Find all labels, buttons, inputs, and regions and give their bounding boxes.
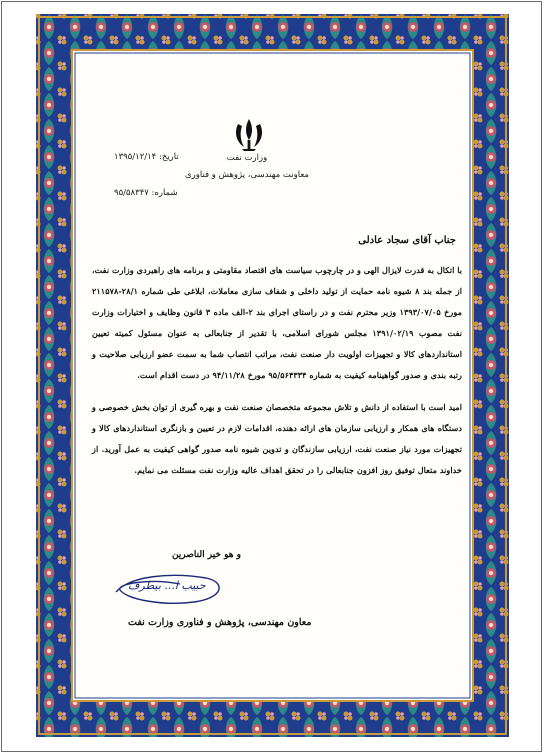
- number-value: ۹۵/۵۸۳۴۷: [114, 188, 149, 198]
- date-label: تاریخ:: [158, 152, 179, 162]
- letter-paragraph-2: [92, 397, 462, 481]
- deputy-name: معاونت مهندسی، پژوهش و فناوری: [185, 170, 309, 180]
- ministry-name: وزارت نفت: [226, 153, 268, 163]
- emblem-icon: [230, 116, 268, 154]
- number-field: [114, 188, 178, 198]
- document-frame: [1, 1, 542, 752]
- letter-paragraph-1: [92, 260, 462, 386]
- addressee: جناب آقای سجاد عادلی: [358, 235, 456, 246]
- date-field: [114, 152, 179, 162]
- number-label: شماره:: [151, 188, 178, 198]
- date-value: ۱۳۹۵/۱۲/۱۴: [114, 152, 157, 162]
- paragraph-2-text: امید است با استفاده از دانش و تلاش مجموعه متخصصان صنعت نفت و بهره گیری از توان بخش خصوصی و دستگاه های همکار و ارزیابی سازمان های ارائه دهنده، اقدامات لازم در تعیین و بازنگری استانداردهای کالا و تجهیزات مورد نیاز صنعت نفت، ارزیابی سازندگان و تدوین شیوه نامه صدور گواهی کیفیت به عمل آورید. از خداوند متعال توفیق روز افزون جنابعالی را در تحقق اهداف عالیه وزارت نفت مسئلت می نمایم.: [92, 402, 462, 475]
- closing-phrase: و هو خیر الناصرین: [171, 550, 241, 560]
- signer-title: معاون مهندسی، پژوهش و فناوری وزارت نفت: [128, 617, 312, 628]
- paragraph-1-text: با اتکال به قدرت لایزال الهی و در چارچوب سیاست های اقتصاد مقاومتی و برنامه های راهبردی وزارت نفت، از جمله بند ۸ شیوه نامه حمایت از تولید داخلی و شفاف سازی معاملات، ابلاغی طی شماره ۲۸/۱-۲۱۱۵۷۸ مورخ ۱۳۹۳/۰۷/۰۵ وزیر محترم نفت و در راستای اجرای بند ۲-الف ماده ۳ قانون وظایف و اختیارات وزارت نفت مصوب ۱۳۹۱/۰۲/۱۹ مجلس شورای اسلامی، با تقدیر از جنابعالی به عنوان مسئول کمیته تعیین استانداردهای کالا و تجهیزات اولویت دار صنعت نفت، مراتب انتصاب شما به سمت عضو ارزیابی صلاحیت و رتبه بندی و صدور گواهینامه کیفیت به شماره ۹۵/۵۶۴۳۳۴ مورخ ۹۴/۱۱/۲۸ در دست اقدام است.: [92, 265, 462, 380]
- signer-name: حبیب ا... بیطرف: [128, 579, 206, 592]
